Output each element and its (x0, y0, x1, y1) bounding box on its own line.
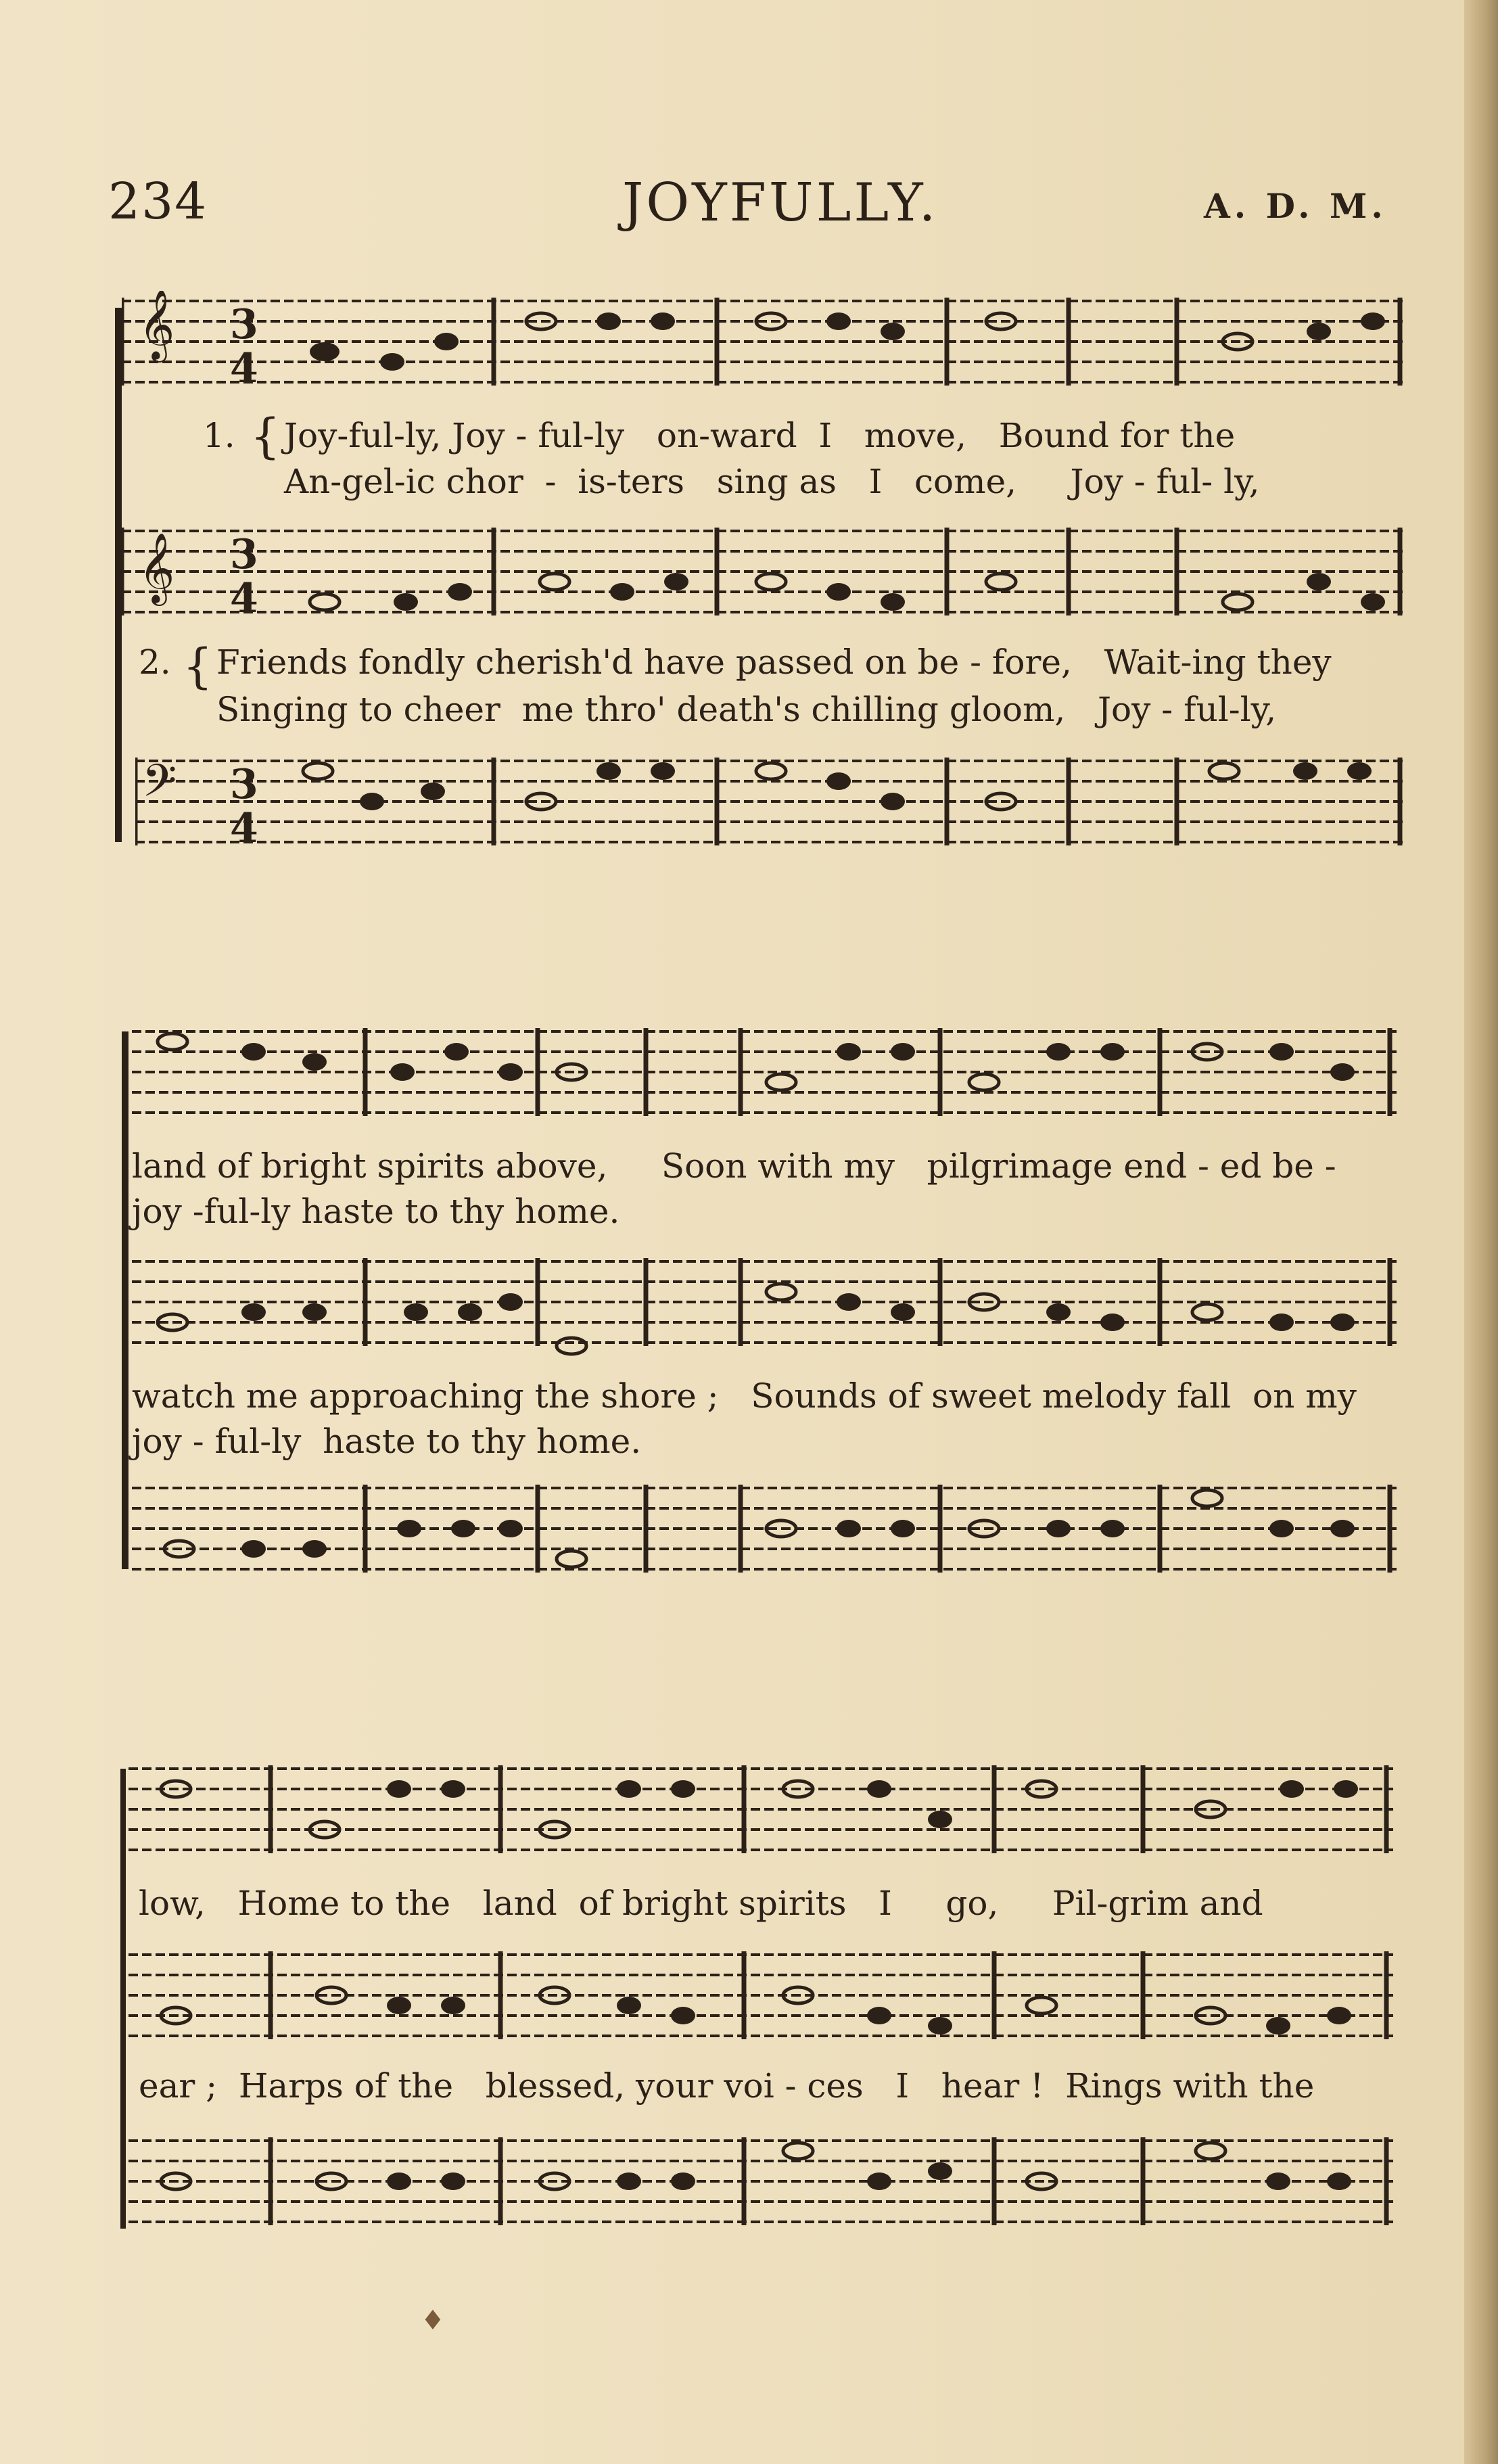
system-bracket (122, 1031, 128, 1569)
svg-text:3: 3 (230, 761, 258, 808)
hymn-title: JOYFULLY. (622, 172, 939, 233)
svg-text:3: 3 (230, 531, 258, 578)
staff-lines (122, 521, 1407, 636)
staff-lines (132, 1251, 1397, 1366)
staff-lines (128, 1945, 1393, 2060)
svg-text:𝄞: 𝄞 (139, 532, 175, 603)
lyric-line: Singing to cheer me thro' death's chilling gloom, Joy - ful-ly, (216, 690, 1277, 729)
brace: { (183, 638, 213, 694)
lyric-line: Joy-ful-ly, Joy - ful-ly on-ward I move, Bound for the (284, 416, 1236, 455)
staff-lines (122, 291, 1407, 392)
lyric-line: low, Home to the land of bright spirits I go, Pil-grim and (139, 1884, 1263, 1923)
lyric-line: land of bright spirits above, Soon with my pilgrimage end - ed be - (132, 1146, 1336, 1186)
staff-lines (128, 2131, 1393, 2232)
verse-number: 2. (139, 643, 171, 682)
composer-initials: A. D. M. (1204, 186, 1387, 226)
brace: { (250, 409, 281, 464)
system-bracket (120, 1769, 126, 2229)
page-edge (1464, 0, 1498, 2464)
verse-number: 1. (203, 416, 235, 455)
lyric-line: joy -ful-ly haste to thy home. (132, 1192, 620, 1231)
lyric-line: ear ; Harps of the blessed, your voi - ces I hear ! Rings with the (139, 2066, 1315, 2106)
system-bracket (115, 308, 122, 842)
lyric-line: Friends fondly cherish'd have passed on be - fore, Wait-ing they (216, 643, 1332, 682)
svg-text:3: 3 (230, 301, 258, 348)
staff-lines (135, 751, 1407, 859)
svg-text:𝄞: 𝄞 (139, 291, 175, 360)
page-number: 234 (108, 172, 208, 231)
lyric-line: An-gel-ic chor - is-ters sing as I come, Joy - ful- ly, (284, 462, 1260, 501)
staff-lines (128, 1759, 1393, 1860)
svg-text:4: 4 (230, 805, 258, 852)
page-header (0, 172, 1498, 233)
svg-text:4: 4 (230, 345, 258, 392)
staff-lines (132, 1478, 1397, 1579)
svg-text:4: 4 (230, 575, 258, 622)
ornament-mark: ♦ (421, 2305, 445, 2336)
staff-lines (132, 1021, 1397, 1123)
lyric-line: joy - ful-ly haste to thy home. (132, 1422, 642, 1461)
lyric-line: watch me approaching the shore ; Sounds of sweet melody fall on my (132, 1376, 1357, 1416)
svg-text:𝄢: 𝄢 (142, 755, 177, 818)
